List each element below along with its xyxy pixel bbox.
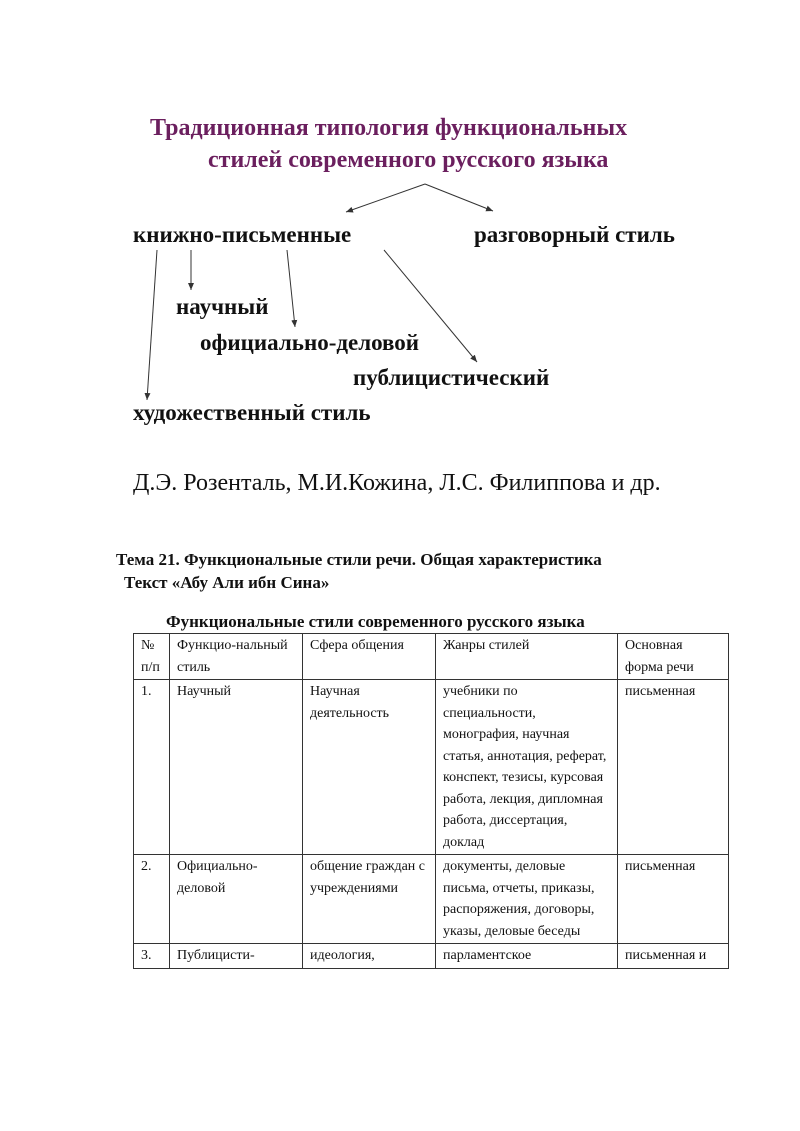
table-row — [134, 680, 729, 855]
table-cell: учебники по специальности, монография, научная статья, аннотация, реферат, конспект, тезисы, курсовая работа, лекция, дипломная работа, диссертация, доклад — [436, 680, 618, 855]
topic-line-1: Тема 21. Функциональные стили речи. Общая характеристика — [116, 550, 602, 569]
styles-table — [133, 633, 729, 969]
node-colloquial: разговорный стиль — [474, 222, 675, 247]
table-header-row — [134, 634, 729, 680]
header-cell: Основная форма речи — [618, 634, 729, 680]
table-cell: общение граждан с учреждениями — [303, 855, 436, 944]
arrow-to-bookish — [346, 184, 425, 212]
table-cell: 3. — [134, 944, 170, 969]
diagram-title-line-2: стилей современного русского языка — [208, 147, 609, 173]
node-scientific: научный — [176, 294, 269, 319]
header-cell: Сфера общения — [303, 634, 436, 680]
header-cell: № п/п — [134, 634, 170, 680]
header-cell: Функцио-нальный стиль — [170, 634, 303, 680]
table-row — [134, 855, 729, 944]
arrow-to-artistic — [147, 250, 157, 400]
table-cell: идеология, — [303, 944, 436, 969]
node-bookish: книжно-письменные — [133, 222, 352, 247]
table-cell: парламентское — [436, 944, 618, 969]
table-cell: Научная деятельность — [303, 680, 436, 855]
topic-heading — [116, 548, 602, 594]
table-title: Функциональные стили современного русского языка — [166, 612, 585, 631]
node-artistic: художественный стиль — [133, 400, 371, 425]
header-cell: Жанры стилей — [436, 634, 618, 680]
table-cell: письменная — [618, 680, 729, 855]
node-journalistic: публицистический — [353, 365, 550, 390]
arrow-to-official — [287, 250, 295, 327]
topic-line-2: Текст «Абу Али ибн Сина» — [124, 573, 330, 592]
diagram-title-line-1: Традиционная типология функциональных — [150, 115, 628, 141]
table-row — [134, 944, 729, 969]
arrow-to-colloquial — [425, 184, 493, 211]
table-cell: Научный — [170, 680, 303, 855]
table-cell: Публицисти- — [170, 944, 303, 969]
table-cell: Официально-деловой — [170, 855, 303, 944]
table-cell: письменная — [618, 855, 729, 944]
node-official: официально-деловой — [200, 330, 420, 355]
table-cell: 2. — [134, 855, 170, 944]
table-cell: 1. — [134, 680, 170, 855]
authors-line: Д.Э. Розенталь, М.И.Кожина, Л.С. Филиппова и др. — [133, 470, 661, 496]
table-cell: письменная и — [618, 944, 729, 969]
table-cell: документы, деловые письма, отчеты, приказы, распоряжения, договоры, указы, деловые беседы — [436, 855, 618, 944]
